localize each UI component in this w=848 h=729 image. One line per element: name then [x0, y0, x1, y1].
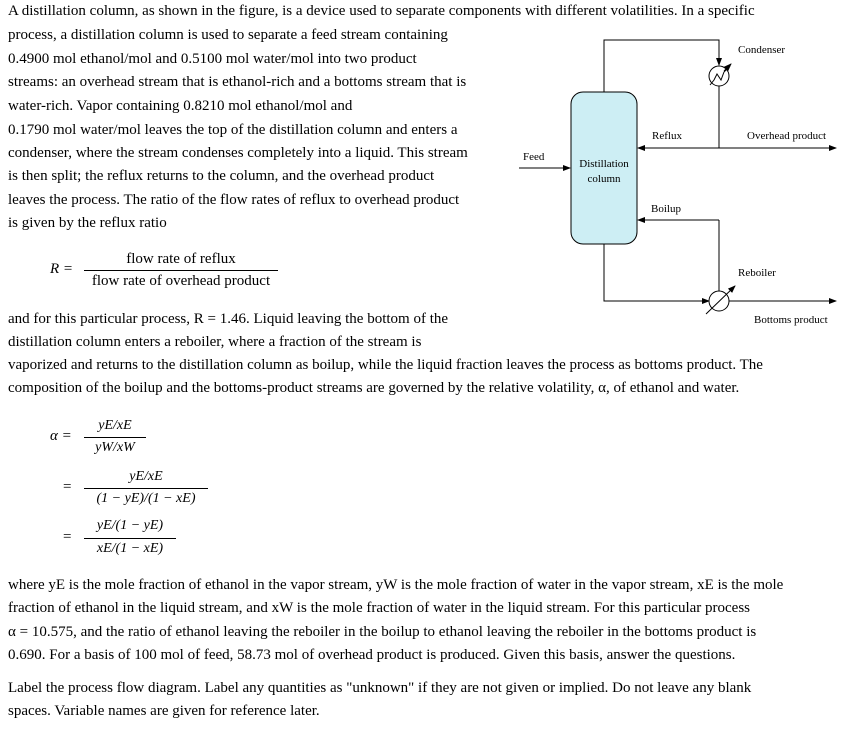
- process-flow-diagram: [0, 0, 848, 330]
- text-line: is then split; the reflux returns to the column, and the overhead product: [8, 168, 435, 184]
- overhead-product-label: Overhead product: [747, 130, 827, 142]
- alpha-eq-equals3: =: [63, 529, 72, 545]
- text-line: process, a distillation column is used to separate a feed stream containing: [8, 27, 448, 43]
- reflux-eq-numerator: flow rate of reflux: [126, 251, 236, 267]
- text-line: vaporized and returns to the distillation column as boilup, while the liquid fraction leaves the process as bottoms product. The: [8, 357, 763, 373]
- text-line: water-rich. Vapor containing 0.8210 mol ethanol/mol and: [8, 98, 353, 114]
- vapor-overhead-line[interactable]: [604, 40, 719, 92]
- text-line: streams: an overhead stream that is ethanol-rich and a bottoms stream that is: [8, 74, 467, 90]
- text-line: Label the process flow diagram. Label any quantities as "unknown" if they are not given or implied. Do not leave any blank: [8, 680, 752, 696]
- alpha-eq-equals2: =: [63, 479, 72, 495]
- alpha-eq-num2: yE/xE: [129, 469, 163, 484]
- text-line: 0.4900 mol ethanol/mol and 0.5100 mol water/mol into two product: [8, 51, 417, 67]
- bottoms-liquid-line[interactable]: [604, 244, 709, 301]
- text-line: and for this particular process, R = 1.46. Liquid leaving the bottom of the: [8, 311, 449, 327]
- column-label-line2: column: [587, 173, 621, 185]
- alpha-eq-num1: yE/xE: [98, 418, 132, 433]
- text-line: spaces. Variable names are given for reference later.: [8, 703, 320, 719]
- reboiler-label: Reboiler: [738, 267, 776, 279]
- bottoms-product-label: Bottoms product: [754, 314, 828, 326]
- text-line: 0.1790 mol water/mol leaves the top of the distillation column and enters a: [8, 122, 458, 138]
- text-line: is given by the reflux ratio: [8, 215, 167, 231]
- condenser-label: Condenser: [738, 44, 786, 56]
- boilup-label: Boilup: [651, 203, 681, 215]
- reflux-eq-lhs: R =: [50, 261, 74, 277]
- alpha-eq-bar2: [84, 488, 208, 489]
- text-line: condenser, where the stream condenses completely into a liquid. This stream: [8, 145, 468, 161]
- text-line: leaves the process. The ratio of the flow rates of reflux to overhead product: [8, 192, 460, 208]
- text-line: A distillation column, as shown in the figure, is a device used to separate components with different volatilities. In a specific: [8, 3, 755, 19]
- feed-label: Feed: [523, 151, 545, 163]
- text-line: α = 10.575, and the ratio of ethanol leaving the reboiler in the boilup to ethanol leaving the reboiler in the bottoms product is: [8, 624, 757, 640]
- alpha-eq-den3: xE/(1 − xE): [96, 541, 164, 556]
- reflux-eq-denominator: flow rate of overhead product: [91, 273, 271, 289]
- text-line: distillation column enters a reboiler, where a fraction of the stream is: [8, 334, 422, 350]
- reflux-label: Reflux: [652, 130, 682, 142]
- text-line: fraction of ethanol in the liquid stream, and xW is the mole fraction of water in the liquid stream. For this particular process: [8, 600, 751, 616]
- alpha-eq-lhs: α =: [50, 428, 72, 444]
- text-line: where yE is the mole fraction of ethanol in the vapor stream, yW is the mole fraction of water in the vapor stream, xE is the mole: [8, 577, 784, 593]
- alpha-eq-den2: (1 − yE)/(1 − xE): [96, 491, 196, 506]
- alpha-eq-bar3: [84, 538, 176, 539]
- text-line: composition of the boilup and the bottoms-product streams are governed by the relative volatility, α, of ethanol and water.: [8, 380, 740, 396]
- alpha-eq-num3: yE/(1 − yE): [96, 518, 164, 533]
- text-line: 0.690. For a basis of 100 mol of feed, 58.73 mol of overhead product is produced. Given this basis, answer the questions.: [8, 647, 736, 663]
- alpha-eq-bar1: [84, 437, 146, 438]
- alpha-eq-den1: yW/xW: [95, 440, 135, 455]
- column-label-line1: Distillation: [579, 158, 629, 170]
